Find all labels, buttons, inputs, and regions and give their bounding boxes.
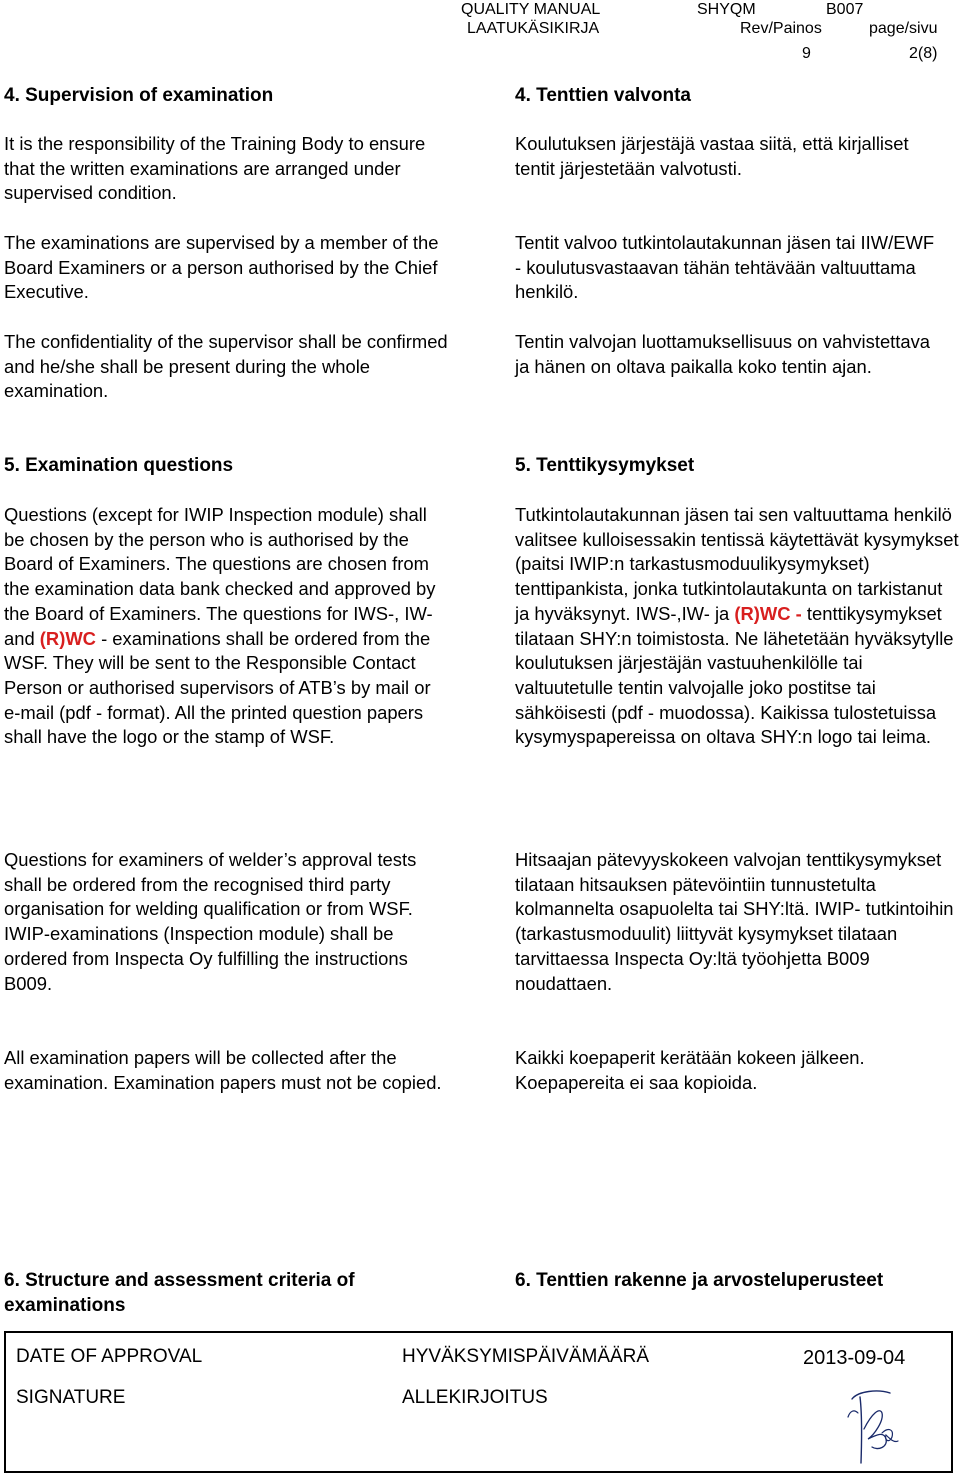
sec5-fi-p3: Kaikki koepaperit kerätään kokeen jälkeen. Koepapereita ei saa kopioida. [515, 1047, 865, 1093]
sec5-en-heading: 5. Examination questions [4, 455, 234, 476]
header-doc-code: B007 [826, 1, 864, 18]
header-page-label: page/sivu [869, 20, 938, 37]
sec4-en-heading: 4. Supervision of examination [4, 85, 274, 106]
header-manual-fi: LAATUKÄSIKIRJA [467, 20, 600, 37]
header-rev-value: 9 [802, 45, 811, 62]
date-of-approval-label: DATE OF APPROVAL [16, 1346, 203, 1367]
header-org: SHYQM [697, 1, 756, 18]
sec5-en-p3: All examination papers will be collected after the examination. Examination papers must not be copied. [4, 1047, 442, 1093]
sec5-en-p1-text-b: - examinations shall be ordered from the WSF. They will be sent to the Responsible Contact Person or authorised supervisors of ATB’s by mail or e-mail (pdf - format). All the printed question papers shall have the logo or the stamp of WSF. [4, 627, 431, 748]
sec5-en-p1-red: (R)WC [39, 627, 96, 649]
sec4-fi-heading: 4. Tenttien valvonta [515, 85, 691, 106]
sec5-fi-p1-text-a: Tutkintolautakunnan jäsen tai sen valtuuttama henkilö valitsee kulloisessakin tentissä käytettävät kysymykset (paitsi IWIP:n tarkastusmoduulikysymykset) tenttipankista, jonka tutkintolautakunta on tarkistanut ja hyväksynyt. IWS-,IW- ja [515, 504, 959, 624]
sec5-en-p1 [4, 503, 449, 750]
approval-date-value: 2013-09-04 [803, 1347, 906, 1369]
sec4-en-p3: The confidentiality of the supervisor shall be confirmed and he/she shall be present during the whole examination. [4, 331, 448, 402]
sec6-en-heading: 6. Structure and assessment criteria of examinations [4, 1270, 355, 1316]
sec4-en-p1: It is the responsibility of the Training Body to ensure that the written examinations are arranged under supervised condition. [4, 133, 426, 204]
sec6-fi-heading: 6. Tenttien rakenne ja arvosteluperusteet [515, 1270, 884, 1291]
allekirjoitus-label: ALLEKIRJOITUS [402, 1387, 548, 1408]
sec5-fi-p1-red: (R)WC - [734, 602, 802, 624]
sec5-fi-p2: Hitsaajan pätevyyskokeen valvojan tenttikysymykset tilataan hitsauksen pätevöintiin tunnustetulta kolmannelta osapuolelta tai SHY:ltä. IWIP- tutkintoihin (tarkastusmoduulit) liittyvät kysymykset tilataan tarvittaessa Inspecta Oy:ltä työohjetta B009 noudattaen. [515, 849, 954, 994]
sec4-fi-p2: Tentit valvoo tutkintolautakunnan jäsen tai IIW/EWF - koulutusvastaavan tähän tehtävään valtuuttama henkilö. [515, 232, 935, 303]
sec4-fi-p3: Tentin valvojan luottamuksellisuus on vahvistettava ja hänen on oltava paikalla koko tentin ajan. [515, 331, 931, 377]
header-rev-label: Rev/Painos [740, 20, 822, 37]
header-manual-en: QUALITY MANUAL [461, 1, 601, 18]
signature-label: SIGNATURE [16, 1387, 126, 1408]
sec5-en-p2: Questions for examiners of welder’s approval tests shall be ordered from the recognised third party organisation for welding qualification or from WSF. IWIP-examinations (Inspection module) shall be ordered from Inspecta Oy fulfilling the instructions B009. [4, 849, 417, 994]
sec4-fi-p1: Koulutuksen järjestäjä vastaa siitä, että kirjalliset tentit järjestetään valvotusti. [515, 133, 909, 179]
handwritten-signature [838, 1383, 902, 1469]
sec4-en-p2: The examinations are supervised by a member of the Board Examiners or a person authorised by the Chief Executive. [4, 232, 439, 303]
hyvaksymispaivamaara-label: HYVÄKSYMISPÄIVÄMÄÄRÄ [402, 1346, 650, 1367]
sec5-fi-p1 [515, 503, 960, 750]
sec5-fi-p1-text-b: tenttikysymykset tilataan SHY:n toimistosta. Ne lähetetään hyväksytylle koulutuksen järjestäjän vastuuhenkilölle tai valtuutetulle tentin valvojalle joko postitse tai sähköisesti (pdf - muodossa). Kaikissa tulostetuissa kysymyspapereissa on oltava SHY:n logo tai leima. [515, 602, 954, 748]
sec5-fi-heading: 5. Tenttikysymykset [515, 455, 695, 476]
sec5-en-p1-text-a: Questions (except for IWIP Inspection module) shall be chosen by the person who is authorised by the Board of Examiners. The questions are chosen from the examination data bank checked and approved by the Board of Examiners. The questions for IWS-, IW- and [4, 504, 436, 649]
header-page-value: 2(8) [909, 45, 938, 62]
